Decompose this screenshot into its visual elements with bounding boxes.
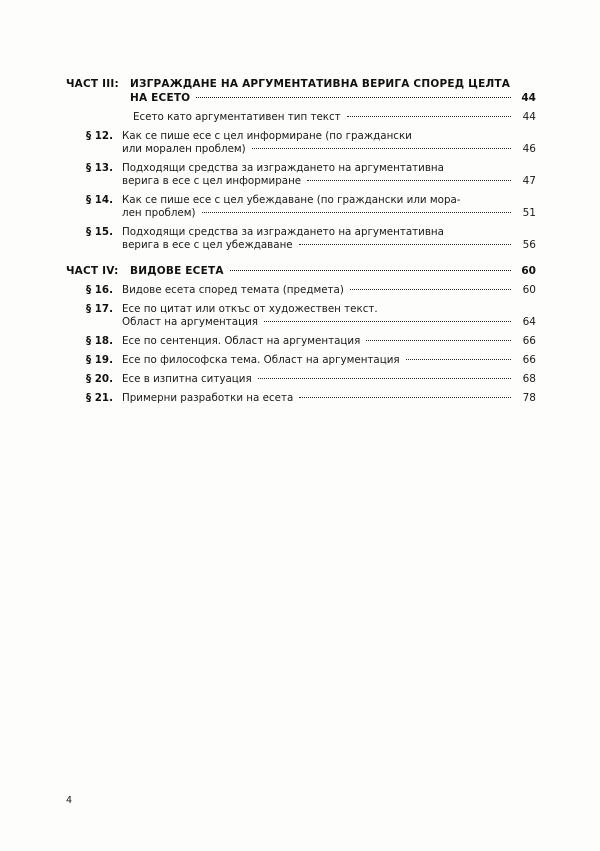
entry-body — [122, 392, 536, 404]
entry-text: Есе в изпитна ситуация — [122, 373, 252, 385]
entry-body — [122, 226, 536, 238]
entry-number: § 17. — [86, 303, 113, 315]
entry-text: верига в есе с цел убеждаване — [122, 239, 293, 251]
entry-text: Как се пише есе с цел убеждаване (по граждански или мора- — [122, 194, 461, 206]
entry-body — [122, 194, 536, 206]
part-page-number: 60 — [521, 265, 536, 277]
leader-dots — [366, 340, 511, 341]
part-heading-row-cont — [66, 92, 536, 104]
entry-text: Есе по сентенция. Област на аргументация — [122, 335, 361, 347]
entry-text: Подходящи средства за изграждането на аргументативна — [122, 162, 444, 174]
leader-dots — [299, 397, 511, 398]
leader-dots — [252, 148, 511, 149]
leader-dots — [264, 321, 511, 322]
entry-text: Област на аргументация — [122, 316, 258, 328]
leader-dots — [347, 116, 511, 117]
entry-body — [133, 111, 536, 123]
toc-entry[interactable] — [66, 226, 536, 238]
part-heading-row — [66, 78, 536, 90]
part-page-number: 44 — [521, 92, 536, 104]
leader-dots — [299, 244, 511, 245]
entry-body — [122, 143, 536, 155]
table-of-contents — [66, 78, 536, 405]
entry-page-number: 64 — [522, 316, 536, 328]
entry-page-number: 60 — [522, 284, 536, 296]
toc-entry[interactable] — [66, 373, 536, 385]
toc-entry-cont — [66, 207, 536, 219]
entry-body — [122, 335, 536, 347]
leader-dots — [258, 378, 511, 379]
part-label: ЧАСТ IV: — [66, 265, 119, 277]
leader-dots — [196, 97, 511, 98]
entry-text: Есето като аргументативен тип текст — [133, 111, 341, 123]
entry-text: лен проблем) — [122, 207, 196, 219]
entry-body — [122, 316, 536, 328]
entry-text: или морален проблем) — [122, 143, 246, 155]
entry-page-number: 56 — [522, 239, 536, 251]
toc-entry[interactable] — [66, 162, 536, 174]
entry-text: Видове есета според темата (предмета) — [122, 284, 344, 296]
entry-body — [122, 373, 536, 385]
entry-body — [122, 175, 536, 187]
entry-body — [122, 207, 536, 219]
part-title-line1: ВИДОВЕ ЕСЕТА — [130, 265, 224, 277]
part-title-line1: ИЗГРАЖДАНЕ НА АРГУМЕНТАТИВНА ВЕРИГА СПОРЕД ЦЕЛТА — [130, 78, 511, 90]
entry-text: Есе по философска тема. Област на аргументация — [122, 354, 400, 366]
entry-text: Подходящи средства за изграждането на аргументативна — [122, 226, 444, 238]
entry-body — [122, 130, 536, 142]
entry-text: Примерни разработки на есета — [122, 392, 294, 404]
entry-text: Как се пише есе с цел информиране (по граждански — [122, 130, 412, 142]
entry-page-number: 46 — [522, 143, 536, 155]
entry-text: верига в есе с цел информиране — [122, 175, 302, 187]
entry-number: § 18. — [86, 335, 113, 347]
entry-number: § 13. — [86, 162, 113, 174]
entry-number: § 20. — [86, 373, 113, 385]
part-title-wrap-cont — [130, 92, 536, 104]
entry-number: § 14. — [86, 194, 113, 206]
entry-page-number: 44 — [522, 111, 536, 123]
leader-dots — [230, 270, 511, 271]
entry-body — [122, 162, 536, 174]
part-title-wrap — [130, 265, 536, 277]
entry-page-number: 66 — [522, 354, 536, 366]
entry-page-number: 66 — [522, 335, 536, 347]
entry-number: § 12. — [86, 130, 113, 142]
toc-entry[interactable] — [66, 194, 536, 206]
toc-entry[interactable] — [66, 335, 536, 347]
part-label: ЧАСТ III: — [66, 78, 119, 90]
leader-dots — [307, 180, 511, 181]
toc-entry[interactable] — [66, 111, 536, 123]
entry-text: Есе по цитат или откъс от художествен текст. — [122, 303, 378, 315]
part-title-line2: НА ЕСЕТО — [130, 92, 191, 104]
leader-dots — [350, 289, 511, 290]
entry-number: § 15. — [86, 226, 113, 238]
toc-entry-cont — [66, 143, 536, 155]
toc-entry[interactable] — [66, 284, 536, 296]
entry-body — [122, 239, 536, 251]
toc-entry-cont — [66, 175, 536, 187]
leader-dots — [202, 212, 511, 213]
part-title-wrap — [130, 78, 536, 90]
toc-entry[interactable] — [66, 354, 536, 366]
leader-dots — [406, 359, 511, 360]
entry-page-number: 78 — [522, 392, 536, 404]
entry-body — [122, 284, 536, 296]
toc-entry-cont — [66, 316, 536, 328]
entry-number: § 21. — [86, 392, 113, 404]
part-heading-row — [66, 265, 536, 277]
entry-page-number: 68 — [522, 373, 536, 385]
entry-number: § 16. — [86, 284, 113, 296]
toc-entry-cont — [66, 239, 536, 251]
entry-page-number: 51 — [522, 207, 536, 219]
page-number: 4 — [66, 795, 73, 806]
entry-page-number: 47 — [522, 175, 536, 187]
toc-entry[interactable] — [66, 303, 536, 315]
entry-body — [122, 354, 536, 366]
entry-number: § 19. — [86, 354, 113, 366]
toc-entry[interactable] — [66, 130, 536, 142]
toc-entry[interactable] — [66, 392, 536, 404]
entry-body — [122, 303, 536, 315]
